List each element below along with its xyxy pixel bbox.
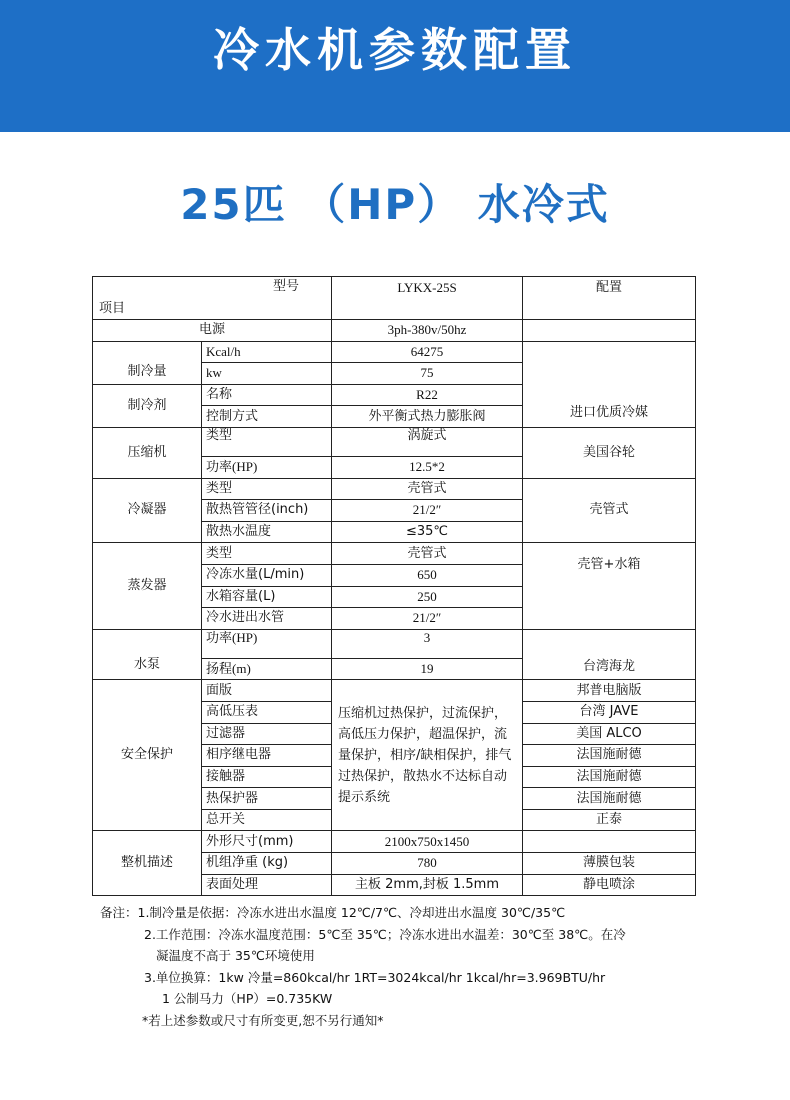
safety-item-name: 相序继电器 (202, 745, 332, 767)
unit-size-label: 外形尺寸(mm) (202, 831, 332, 853)
safety-item-config: 法国施耐德 (523, 788, 696, 810)
safety-item-name: 高低压表 (202, 701, 332, 723)
condenser-label: 冷凝器 (93, 478, 202, 543)
safety-item-name: 接触器 (202, 766, 332, 788)
pump-head-value: 19 (332, 658, 523, 680)
note-line: 备注：1.制冷量是依据：冷冻水进出水温度 12℃/7℃、冷却进出水温度 30℃/35℃ (100, 905, 566, 920)
unit-weight-value: 780 (332, 853, 523, 875)
config-header: 配置 (523, 277, 696, 320)
table-row (93, 341, 696, 363)
comp-power-value: 12.5*2 (332, 456, 523, 478)
item-label: 项目 (99, 301, 126, 316)
cooling-label: 制冷量 (93, 341, 202, 384)
note-line: 3.单位换算：1kw 冷量=860kcal/hr 1RT=3024kcal/hr 1kcal/hr=3.969BTU/hr (144, 969, 606, 985)
pump-head-label: 扬程(m) (202, 658, 332, 680)
cond-pipe-label: 散热管管径(inch) (202, 500, 332, 522)
power-label: 电源 (93, 320, 332, 342)
compressor-label: 压缩机 (93, 427, 202, 478)
cond-temp-label: 散热水温度 (202, 521, 332, 543)
evap-pipe-label: 冷水进出水管 (202, 608, 332, 630)
ref-control-label: 控制方式 (202, 406, 332, 428)
cond-temp-value: ≤35℃ (332, 521, 523, 543)
power-config (523, 320, 696, 342)
table-row (93, 680, 696, 702)
safety-item-name: 总开关 (202, 809, 332, 831)
note-line: 2.工作范围：冷冻水温度范围：5℃至 35℃；冷冻水进出水温差：30℃至 38℃。在冷 (144, 926, 626, 942)
refrigerant-label: 制冷剂 (93, 384, 202, 427)
model-label: 型号 (272, 279, 299, 294)
safety-item-config: 法国施耐德 (523, 745, 696, 767)
safety-item-config: 正泰 (523, 809, 696, 831)
spec-table (92, 276, 696, 896)
page-title: 冷水机参数配置 (213, 23, 577, 77)
refrigerant-config: 进口优质冷媒 (523, 341, 696, 427)
evaporator-config: 壳管+水箱 (523, 543, 696, 629)
pump-config: 台湾海龙 (523, 629, 696, 680)
ref-name-value: R22 (332, 384, 523, 406)
safety-item-config: 美国 ALCO (523, 723, 696, 745)
note-line: 凝温度不高于 35℃环境使用 (156, 948, 315, 963)
table-row (93, 427, 696, 456)
evap-flow-label: 冷冻水量(L/min) (202, 564, 332, 586)
safety-item-name: 热保护器 (202, 788, 332, 810)
unit-surface-config: 静电喷涂 (523, 874, 696, 896)
pump-label: 水泵 (93, 629, 202, 680)
model-value: LYKX-25S (332, 277, 523, 320)
ref-control-value: 外平衡式热力膨胀阀 (332, 406, 523, 428)
evap-type-label: 类型 (202, 543, 332, 565)
pump-power-value: 3 (332, 629, 523, 658)
evaporator-label: 蒸发器 (93, 543, 202, 629)
safety-item-name: 面版 (202, 680, 332, 702)
comp-type-label: 类型 (202, 427, 332, 456)
table-row (93, 320, 696, 342)
ref-name-label: 名称 (202, 384, 332, 406)
safety-description: 压缩机过热保护，过流保护，高低压力保护，超温保护，流量保护，相序/缺相保护，排气过热保护，散热水不达标自动提示系统 (332, 680, 523, 831)
cond-type-label: 类型 (202, 478, 332, 500)
compressor-config: 美国谷轮 (523, 427, 696, 478)
safety-item-config: 邦普电脑版 (523, 680, 696, 702)
table-row (93, 629, 696, 658)
header-banner (0, 0, 790, 132)
unit-weight-config: 薄膜包装 (523, 853, 696, 875)
table-row (93, 478, 696, 500)
evap-tank-value: 250 (332, 586, 523, 608)
kcal-value: 64275 (332, 341, 523, 363)
safety-item-config: 法国施耐德 (523, 766, 696, 788)
evap-type-value: 壳管式 (332, 543, 523, 565)
unit-label: 整机描述 (93, 831, 202, 896)
notes-section (100, 902, 700, 1031)
kw-label: kw (202, 363, 332, 385)
power-value: 3ph-380v/50hz (332, 320, 523, 342)
cond-type-value: 壳管式 (332, 478, 523, 500)
unit-weight-label: 机组净重 (kg) (202, 853, 332, 875)
header-cell (93, 277, 332, 320)
cond-pipe-value: 21/2″ (332, 500, 523, 522)
unit-size-value: 2100x750x1450 (332, 831, 523, 853)
kw-value: 75 (332, 363, 523, 385)
comp-power-label: 功率(HP) (202, 456, 332, 478)
table-row (93, 543, 696, 565)
evap-pipe-value: 21/2″ (332, 608, 523, 630)
unit-size-config (523, 831, 696, 853)
table-row (93, 277, 696, 320)
unit-surface-label: 表面处理 (202, 874, 332, 896)
safety-item-config: 台湾 JAVE (523, 701, 696, 723)
note-line: *若上述参数或尺寸有所变更,恕不另行通知* (142, 1012, 384, 1028)
comp-type-value: 涡旋式 (332, 427, 523, 456)
table-row (93, 831, 696, 853)
kcal-label: Kcal/h (202, 341, 332, 363)
evap-flow-value: 650 (332, 564, 523, 586)
condenser-config: 壳管式 (523, 478, 696, 543)
safety-label: 安全保护 (93, 680, 202, 831)
model-subtitle: 25匹 （HP） 水冷式 (180, 180, 610, 229)
unit-surface-value: 主板 2mm,封板 1.5mm (332, 874, 523, 896)
safety-item-name: 过滤器 (202, 723, 332, 745)
note-line: 1 公制马力（HP）=0.735KW (162, 991, 333, 1006)
evap-tank-label: 水箱容量(L) (202, 586, 332, 608)
pump-power-label: 功率(HP) (202, 629, 332, 658)
